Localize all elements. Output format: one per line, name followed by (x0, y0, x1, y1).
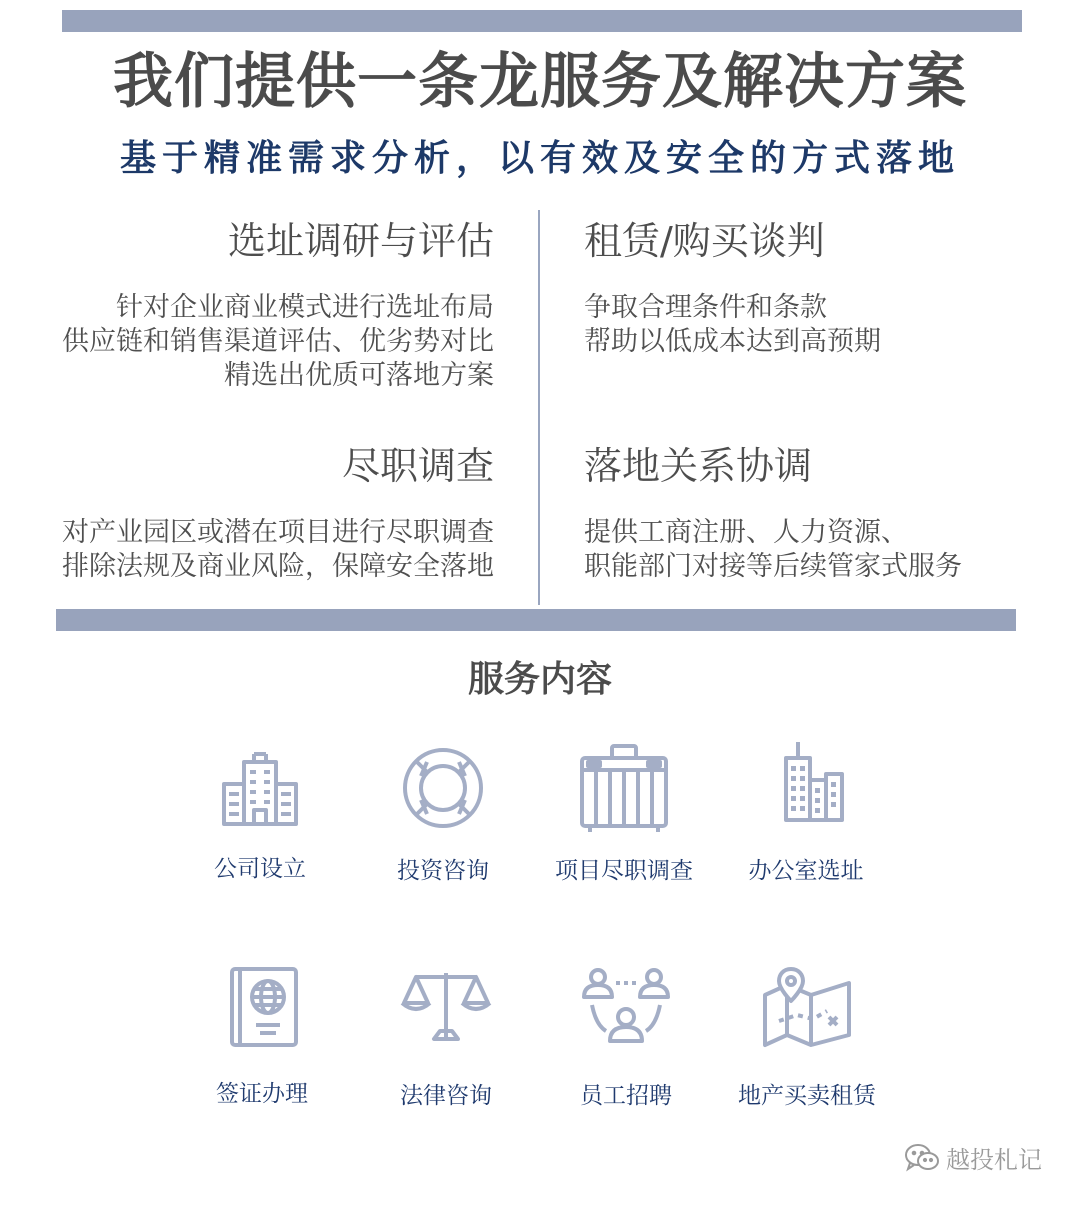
briefcase-icon (574, 740, 674, 840)
page-title: 我们提供一条龙服务及解决方案 (113, 47, 967, 117)
service-item-office-selection (706, 740, 906, 890)
scales-icon (396, 965, 496, 1065)
block-line: 提供工商注册、人力资源、 (584, 517, 908, 548)
top-divider-bar (62, 10, 1022, 32)
services-title: 服务内容 (467, 659, 612, 700)
block-heading: 选址调研与评估 (227, 219, 494, 263)
service-label: 员工招聘 (580, 1083, 672, 1109)
service-item-recruitment (526, 965, 726, 1115)
block-line: 供应链和销售渠道评估、优劣势对比 (62, 326, 494, 357)
block-line: 精选出优质可落地方案 (224, 360, 494, 391)
wechat-icon (904, 1143, 940, 1173)
people-network-icon (576, 965, 676, 1065)
service-label: 地产买卖租赁 (738, 1083, 876, 1109)
office-building-icon (210, 740, 310, 840)
service-block-site-selection (24, 216, 494, 393)
service-label: 投资咨询 (397, 858, 489, 884)
service-item-visa (162, 965, 362, 1115)
service-block-negotiation (584, 216, 1054, 359)
service-item-legal (346, 965, 546, 1115)
service-item-real-estate (707, 965, 907, 1115)
service-label: 项目尽职调查 (555, 858, 693, 884)
service-label: 公司设立 (214, 856, 306, 882)
block-line: 针对企业商业模式进行选址布局 (116, 292, 494, 323)
service-label: 签证办理 (216, 1081, 308, 1107)
city-buildings-icon (756, 740, 856, 840)
service-item-due-diligence (524, 740, 724, 890)
service-block-due-diligence (24, 441, 494, 584)
map-pin-icon (757, 965, 857, 1065)
service-label: 办公室选址 (748, 858, 864, 884)
service-item-company-setup (160, 740, 360, 890)
lifebuoy-icon (393, 740, 493, 840)
passport-icon (212, 965, 312, 1065)
middle-divider-bar (56, 609, 1016, 631)
block-heading: 尽职调查 (341, 444, 494, 488)
block-heading: 落地关系协调 (584, 444, 813, 488)
center-divider (538, 210, 540, 605)
service-label: 法律咨询 (400, 1083, 492, 1109)
watermark (904, 1140, 1042, 1175)
block-line: 对产业园区或潜在项目进行尽职调查 (62, 517, 494, 548)
block-line: 排除法规及商业风险，保障安全落地 (62, 551, 494, 582)
block-line: 争取合理条件和条款 (584, 292, 827, 323)
block-line: 职能部门对接等后续管家式服务 (584, 551, 962, 582)
watermark-text: 越投札记 (946, 1146, 1042, 1174)
block-heading: 租赁/购买谈判 (584, 219, 825, 263)
block-line: 帮助以低成本达到高预期 (584, 326, 881, 357)
page-subtitle: 基于精准需求分析，以有效及安全的方式落地 (119, 138, 960, 179)
service-item-investment-consulting (343, 740, 543, 890)
service-block-coordination (584, 441, 1054, 584)
